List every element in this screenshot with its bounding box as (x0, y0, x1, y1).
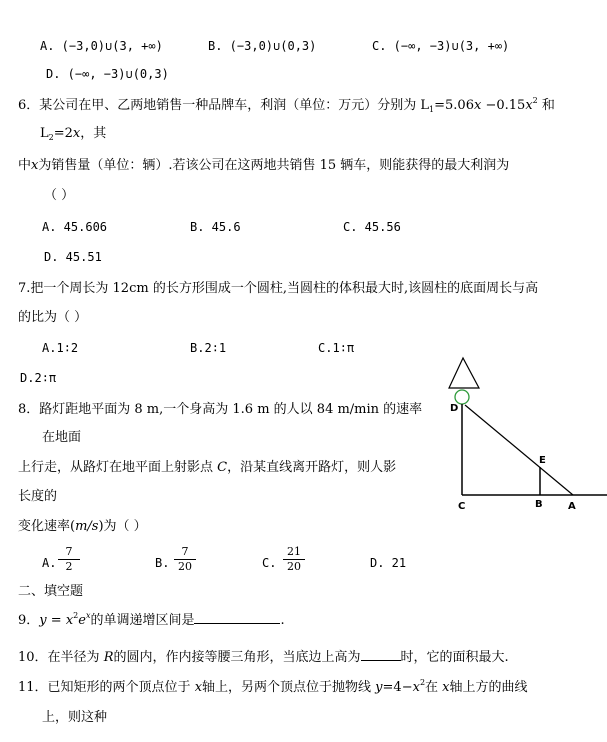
light-ray-da (465, 405, 573, 495)
lamp-head (449, 358, 479, 388)
q8-option-a-label: A. (42, 556, 57, 570)
q6-line1: 6．某公司在甲、乙两地销售一种品牌车，利润（单位：万元）分别为 $L_1=5.06x -0.15x^2$ 和 (18, 96, 555, 114)
fraction-denominator: 2 (65, 560, 73, 573)
q7-option-a: A.1∶2 (42, 341, 79, 355)
q6-option-d: D. 45.51 (44, 250, 102, 264)
q5-option-c: C. (−∞, −3)∪(3, +∞) (372, 39, 510, 53)
lamp-bulb (455, 390, 469, 404)
fraction-numerator: 21 (287, 545, 301, 558)
q5-option-b: B. (−3,0)∪(0,3) (208, 39, 317, 53)
q8-option-c-fraction (283, 546, 305, 573)
q6-line2: $L_2=2x$，其 (40, 126, 107, 142)
q8-line3: 上行走，从路灯在地平面上射影点 C，沿某直线离开路灯，则人影 (18, 460, 397, 475)
q8-line2: 在地面 (42, 430, 82, 445)
section-heading: 二、填空题 (18, 584, 84, 599)
lamp-figure (440, 355, 607, 520)
q8-line1: 8．路灯距地平面为 8 m,一个身高为 1.6 m 的人以 84 m/min 的速率 (18, 402, 423, 417)
fraction-numerator: 7 (181, 545, 189, 558)
label-c: C (458, 501, 466, 512)
label-a: A (568, 501, 576, 512)
q10-answer-blank (361, 660, 401, 661)
q5-option-a: A. (−3,0)∪(3, +∞) (40, 39, 163, 53)
q6-option-a: A. 45.606 (42, 220, 108, 234)
q6-option-b: B. 45.6 (190, 220, 241, 234)
q6-line3: 中x为销售量（单位：辆）.若该公司在这两地共销售 15 辆车，则能获得的最大利润为 (18, 158, 510, 173)
q9-answer-blank (194, 623, 280, 624)
q8-line4: 长度的 (18, 489, 58, 504)
q7-line2: 的比为（ ） (18, 310, 88, 325)
q10-line: 10．在半径为 R的圆内，作内接等腰三角形，当底边上高为 时，它的面积最大. (18, 650, 509, 665)
q6-option-c: C. 45.56 (343, 220, 401, 234)
q6-answer-paren: （ ） (44, 188, 75, 203)
fraction-denominator: 20 (178, 560, 192, 573)
q7-option-c: C.1∶π (318, 341, 355, 355)
q8-line5: 变化速率(m/s)为（ ） (18, 519, 147, 534)
q5-option-d: D. (−∞, −3)∪(0,3) (46, 67, 169, 81)
q11-line2: 上，则这种 (42, 710, 108, 725)
q7-option-b: B.2∶1 (190, 341, 227, 355)
q8-option-d: D. 21 (370, 556, 407, 570)
label-e: E (539, 455, 546, 466)
q9-line: 9．$y = x^2e^x$的单调递增区间是 . (18, 611, 285, 628)
q11-line1: 11．已知矩形的两个顶点位于 x轴上，另两个顶点位于抛物线 $y=4-x^2$在 x轴上方的曲线 (18, 678, 528, 695)
q8-option-a-fraction (58, 546, 80, 573)
q8-option-c-label: C. (262, 556, 277, 570)
q8-option-b-fraction (174, 546, 196, 573)
q8-option-b-label: B. (155, 556, 170, 570)
label-d: D (450, 403, 459, 414)
fraction-numerator: 7 (65, 545, 73, 558)
q7-line1: 7.把一个周长为 12cm 的长方形围成一个圆柱,当圆柱的体积最大时,该圆柱的底面周长与高 (18, 281, 539, 296)
q7-option-d: D.2∶π (20, 371, 57, 385)
fraction-denominator: 20 (287, 560, 301, 573)
label-b: B (535, 499, 543, 510)
